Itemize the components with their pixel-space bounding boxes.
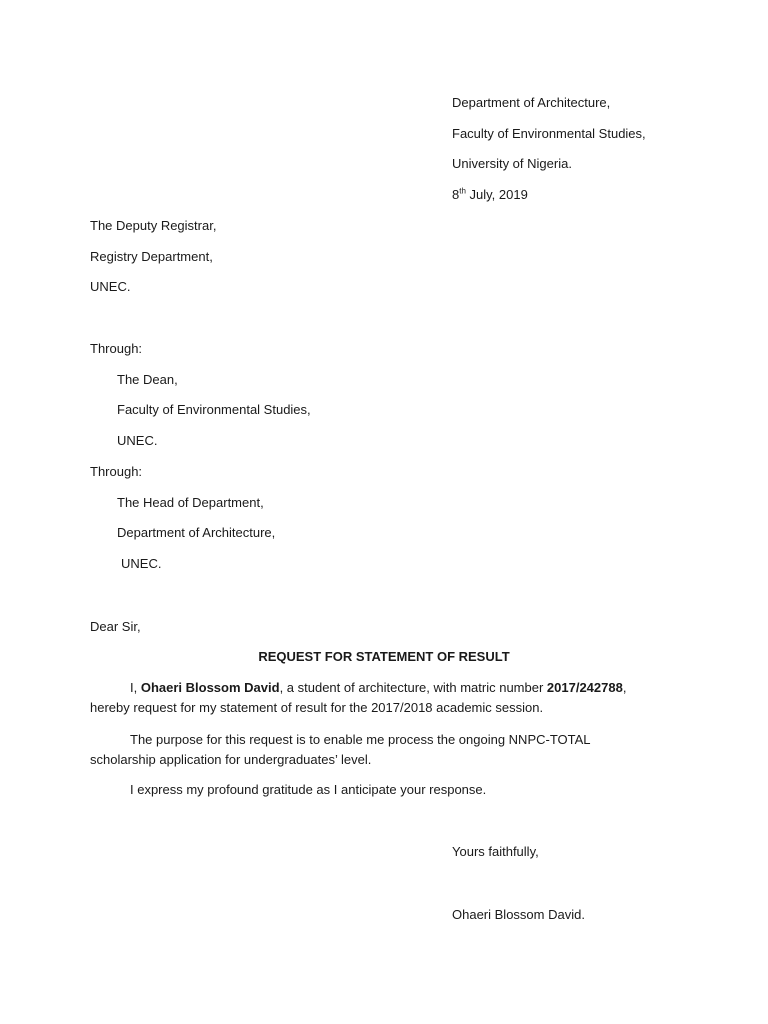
p1-end: , [622, 680, 627, 695]
student-name: Ohaeri Blossom David [140, 680, 280, 695]
letter-subject-title: REQUEST FOR STATEMENT OF RESULT [258, 649, 510, 664]
recipient-department: Registry Department, [90, 249, 213, 264]
through-hod-department: Department of Architecture, [117, 525, 276, 540]
through-dean-institution: UNEC. [117, 433, 158, 448]
body-paragraph-2-line-1: The purpose for this request is to enable me process the ongoing NNPC-TOTAL [130, 732, 591, 747]
through-hod: The Head of Department, [117, 495, 264, 510]
date-day: 8 [452, 187, 460, 202]
recipient-title: The Deputy Registrar, [90, 218, 217, 233]
signature-name: Ohaeri Blossom David. [452, 907, 585, 922]
body-paragraph-1-line-1 [130, 680, 626, 696]
recipient-institution: UNEC. [90, 279, 131, 294]
sender-faculty: Faculty of Environmental Studies, [452, 126, 646, 141]
body-paragraph-3: I express my profound gratitude as I anticipate your response. [130, 782, 487, 797]
date-suffix: th [459, 186, 466, 196]
date-month-year: July, 2019 [465, 187, 528, 202]
through-label-1: Through: [90, 341, 143, 356]
matric-number: 2017/242788 [546, 680, 623, 695]
body-paragraph-2-line-2: scholarship application for undergraduates’ level. [90, 752, 372, 767]
through-hod-institution: UNEC. [121, 556, 162, 571]
sender-university: University of Nigeria. [452, 156, 572, 171]
through-dean-faculty: Faculty of Environmental Studies, [117, 402, 311, 417]
sender-department: Department of Architecture, [452, 95, 611, 110]
body-paragraph-1-line-2: hereby request for my statement of result for the 2017/2018 academic session. [90, 700, 544, 715]
letter-date [452, 187, 528, 203]
through-dean: The Dean, [117, 372, 178, 387]
complimentary-close: Yours faithfully, [452, 844, 539, 859]
p1-prefix: I, [130, 680, 141, 695]
p1-middle: , a student of architecture, with matric number [279, 680, 547, 695]
through-label-2: Through: [90, 464, 143, 479]
salutation: Dear Sir, [90, 619, 141, 634]
